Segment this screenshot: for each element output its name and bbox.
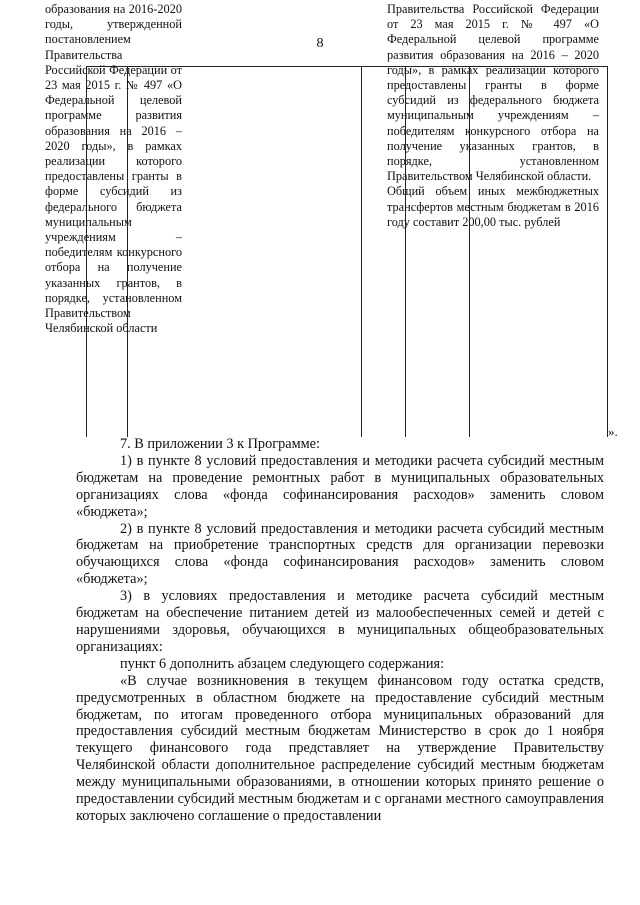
table-cell-right bbox=[387, 2, 599, 230]
document-body bbox=[76, 436, 604, 825]
page-number: 8 bbox=[316, 36, 324, 51]
subitem-2: 2) в пункте 8 условий предоставления и методики расчета субсидий местным бюджетам на приобретение транспортных средств для организации перевозки обучающихся слова «фонда софинансирования расходов» заменить словом «бюджета»; bbox=[76, 520, 604, 588]
subitem-3: 3) в условиях предоставления и методике расчета субсидий местным бюджетам на обеспечение питанием детей из малообеспеченных семей и детей с нарушениями здоровья, обучающихся в муниципальных общеобразовательных организациях: bbox=[76, 588, 604, 655]
table-closing-quote: ». bbox=[608, 424, 618, 439]
inserted-paragraph-quote: «В случае возникновения в текущем финансовом году остатка средств, предусмотренных в областном бюджете на предоставление субсидий местным бюджетам, по итогам проведенного отбора муниципальных образований для предоставления субсидий местным бюджетам Министерство в срок до 1 ноября текущего финансового года представляет на утверждение Правительству Челябинской области дополнительное распределение субсидий местным бюджетам между муниципальными образованиями, в отношении которых принято решение о предоставлении субсидий местным бюджетам и с органами местного самоуправления которых заключено соглашение о предоставлении bbox=[76, 672, 604, 824]
table-cell-left-text: образования на 2016-2020 годы, утвержденной постановлением Правительства Российской Федерации от 23 мая 2015 г. № 497 «О Федеральной целевой программе развития образования на 2016 – 2020 годы», в рамках реализации которого предоставлены гранты в форме субсидий из федерального бюджета муниципальным учреждениям – победителям конкурсного отбора на получение указанных грантов, в порядке, установленном Правительством Челябинской области bbox=[45, 2, 182, 336]
table-cell-right-paragraph-2: Общий объем иных межбюджетных трансфертов местным бюджетам в 2016 году составит 200,00 тыс. рублей bbox=[387, 184, 599, 229]
table-cell-right-paragraph-1: Правительства Российской Федерации от 23 мая 2015 г. № 497 «О Федеральной целевой программе развития образования на 2016 – 2020 годы», в рамках реализации которого предоставлены гранты в форме субсидий из федерального бюджета муниципальным учреждениям – победителям конкурсного отбора на получение указанных грантов, в порядке, установленном Правительством Челябинской области. bbox=[387, 2, 599, 184]
item-7-heading: 7. В приложении 3 к Программе: bbox=[120, 436, 320, 452]
subitem-1: 1) в пункте 8 условий предоставления и методики расчета субсидий местным бюджетам на проведение ремонтных работ в муниципальных образовательных организациях слова «фонда софинансирования расходов» заменить словом «бюджета»; bbox=[76, 452, 604, 520]
point-6-instruction: пункт 6 дополнить абзацем следующего содержания: bbox=[120, 655, 445, 672]
